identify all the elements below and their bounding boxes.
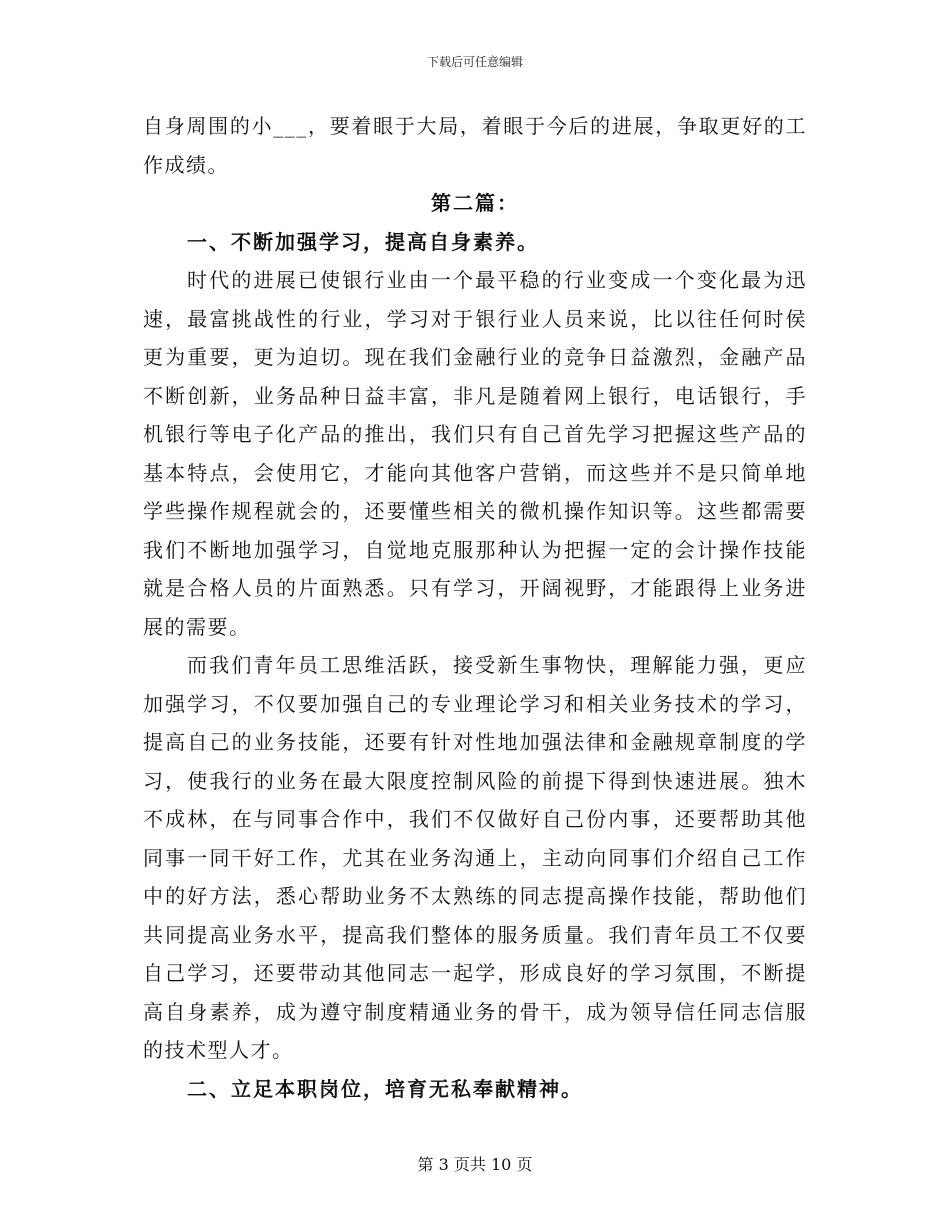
part-title: 第二篇： xyxy=(431,191,519,215)
page-header xyxy=(0,54,950,70)
page-footer xyxy=(0,1155,950,1175)
page-number: 第 3 页共 10 页 xyxy=(417,1155,533,1174)
section-heading-2: 二、立足本职岗位，培育无私奉献精神。 xyxy=(187,1076,583,1101)
header-note: 下载后可任意编辑 xyxy=(426,55,523,69)
section-heading-1: 一、不断加强学习，提高自身素养。 xyxy=(187,229,539,254)
body-paragraph-2: 而我们青年员工思维活跃，接受新生事物快，理解能力强，更应加强学习，不仅要加强自己的专业理论学习和相关业务技术的学习，提高自己的业务技能，还要有针对性地加强法律和金融规章制度的学习，使我行的业务在最大限度控制风险的前提下得到快速进展。独木不成林，在与同事合作中，我们不仅做好自己份内事，还要帮助其他同事一同干好工作，尤其在业务沟通上，主动向同事们介绍自己工作中的好方法，悉心帮助业务不太熟练的同志提高操作技能，帮助他们共同提高业务水平，提高我们整体的服务质量。我们青年员工不仅要自己学习，还要带动其他同志一起学，形成良好的学习氛围，不断提高自身素养，成为遵守制度精通业务的骨干，成为领导信任同志信服的技术型人才。 xyxy=(143,653,807,1062)
continuation-paragraph: 自身周围的小___，要着眼于大局，着眼于今后的进展，争取更好的工作成绩。 xyxy=(143,114,807,177)
document-body xyxy=(143,107,807,1108)
body-paragraph-1: 时代的进展已使银行业由一个最平稳的行业变成一个变化最为迅速，最富挑战性的行业，学习对于银行业人员来说，比以往任何时侯更为重要，更为迫切。现在我们金融行业的竞争日益激烈，金融产品不断创新，业务品种日益丰富，非凡是随着网上银行，电话银行，手机银行等电子化产品的推出，我们只有自己首先学习把握这些产品的基本特点，会使用它，才能向其他客户营销，而这些并不是只简单地学些操作规程就会的，还要懂些相关的微机操作知识等。这些都需要我们不断地加强学习，自觉地克服那种认为把握一定的会计操作技能就是合格人员的片面熟悉。只有学习，开阔视野，才能跟得上业务进展的需要。 xyxy=(143,268,807,639)
